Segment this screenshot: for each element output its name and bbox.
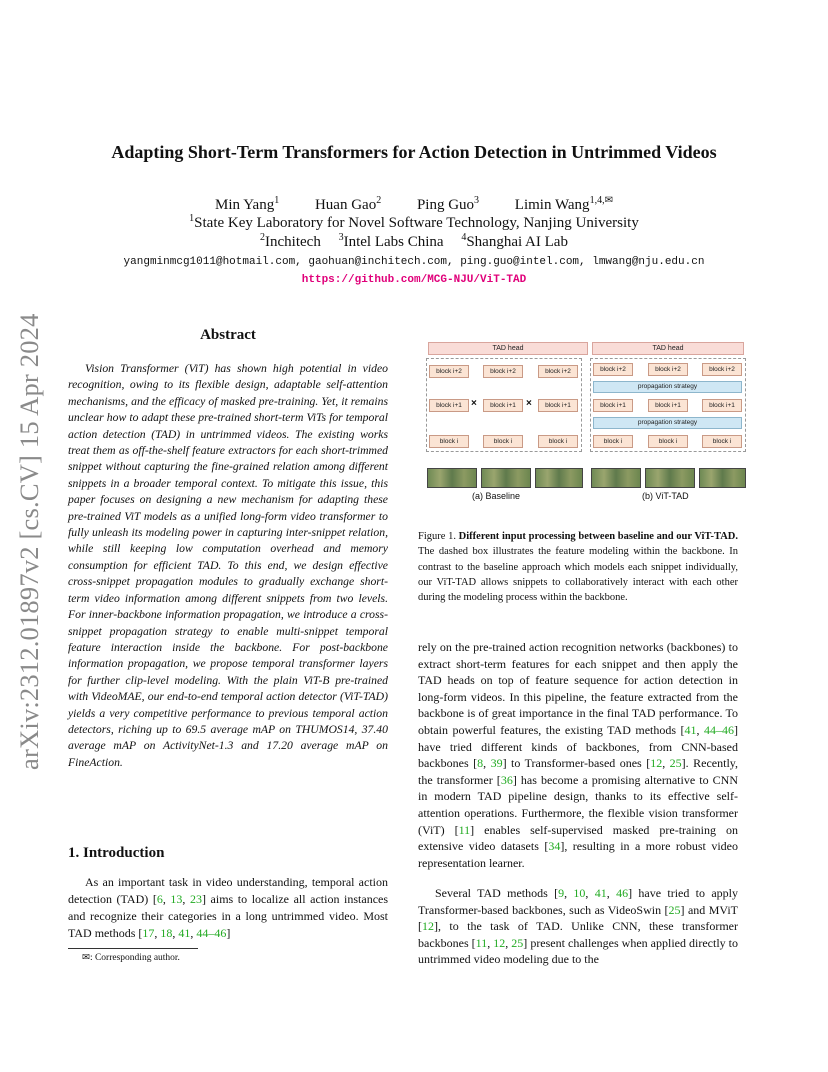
citation-link[interactable]: 41 — [178, 926, 191, 940]
section-heading-introduction: 1. Introduction — [68, 845, 165, 861]
citation-link[interactable]: 25 — [669, 756, 682, 771]
citation-link[interactable]: 25 — [668, 902, 681, 917]
cross-mark: × — [526, 398, 532, 409]
video-snippet-frames — [591, 468, 641, 488]
tad-head-box: TAD head — [592, 342, 744, 355]
github-link[interactable]: https://github.com/MCG-NJU/ViT-TAD — [301, 274, 527, 286]
citation-link[interactable]: 36 — [500, 772, 513, 787]
block-box: block i — [702, 435, 742, 448]
block-box: block i+1 — [648, 399, 688, 412]
propagation-strategy-box: propagation strategy — [593, 381, 742, 393]
figure-label-vit-tad: (b) ViT-TAD — [642, 491, 689, 501]
block-box: block i — [483, 435, 523, 448]
citation-link[interactable]: 44–46 — [196, 926, 227, 940]
video-snippet-frames — [535, 468, 583, 488]
citation-link[interactable]: 23 — [189, 892, 202, 906]
abstract-heading: Abstract — [200, 327, 256, 343]
right-column-paragraph-1: rely on the pre-trained action recognition networks (backbones) to extract short-term features for each snippet and then apply the TAD heads on top of feature sequence for action detection in long-form videos. In this pipeline, the feature extracted from the backbone is of great importance in the final TAD performance. To obtain powerful features, the existing TAD methods [41, 44–46] have tried different kinds of backbones, from CNN-based backbones [8, 39] to Transformer-based ones [12, 25]. Recently, the transformer [36] has become a promising alternative to CNN in modern TAD pipeline design, thanks to its effective self-attention operations. Furthermore, the flexible vision transformer (ViT) [11] enables self-supervised masked pre-training on extensive video datasets [34], resulting in a more robust video representation learner. — [418, 640, 739, 870]
author: Huan Gao$^2$ — [314, 195, 382, 213]
block-box: block i — [538, 435, 578, 448]
citation-link[interactable]: 9 — [558, 886, 565, 900]
block-box: block i+1 — [483, 399, 523, 412]
block-box: block i+2 — [702, 363, 742, 376]
citation-link[interactable]: 41 — [594, 886, 607, 900]
block-box: block i+2 — [483, 365, 523, 378]
citation-link[interactable]: 6 — [156, 892, 163, 906]
video-snippet-frames — [645, 468, 695, 488]
block-box: block i — [593, 435, 633, 448]
block-box: block i — [648, 435, 688, 448]
citation-link[interactable]: 11 — [475, 935, 488, 950]
block-box: block i+2 — [538, 365, 578, 378]
citation-link[interactable]: 12 — [493, 935, 506, 950]
block-box: block i — [429, 435, 469, 448]
citation-link[interactable]: 13 — [170, 892, 183, 906]
paper-title: Adapting Short-Term Transformers for Action Detection in Untrimmed Videos — [111, 142, 717, 162]
citation-link[interactable]: 39 — [490, 756, 503, 771]
block-box: block i+1 — [538, 399, 578, 412]
affiliation-line-2: $^2$Inchitech $^3$Intel Labs China $^4$Shanghai AI Lab — [260, 232, 568, 250]
citation-link[interactable]: 18 — [160, 926, 173, 940]
citation-link[interactable]: 41 — [684, 722, 697, 737]
citation-link[interactable]: 46 — [616, 886, 629, 900]
video-snippet-frames — [699, 468, 746, 488]
video-snippet-frames — [481, 468, 531, 488]
citation-link[interactable]: 12 — [650, 756, 663, 771]
right-column-paragraph-2: Several TAD methods [9, 10, 41, 46] have tried to apply Transformer-based backbones, such as VideoSwin [25] and MViT [12], to the task of TAD. Unlike CNN, these transformer backbones [11, 12, 25] present challenges when applied directly to untrimmed video modeling due to the — [418, 886, 739, 967]
citation-link[interactable]: 44–46 — [704, 722, 735, 737]
figure-label-baseline: (a) Baseline — [472, 491, 521, 501]
citation-link[interactable]: 34 — [548, 839, 561, 854]
author-list — [0, 197, 828, 214]
citation-link[interactable]: 25 — [511, 935, 524, 950]
propagation-strategy-box: propagation strategy — [593, 417, 742, 429]
block-box: block i+1 — [593, 399, 633, 412]
arxiv-sidebar-stamp: arXiv:2312.01897v2 [cs.CV] 15 Apr 2024 — [14, 313, 44, 770]
abstract-text: Vision Transformer (ViT) has shown high potential in video recognition, owing to its flexible design, adaptable self-attention mechanisms, and the efficacy of masked pre-training. Yet, it remains unclear how to adapt these pre-trained short-term ViTs for temporal action detection (TAD) in untrimmed videos. The existing works treat them as off-the-shelf feature extractors for each short-trimmed snippet without capturing the fine-grained relation among different snippets in a broader temporal context. To mitigate this issue, this paper focuses on designing a new mechanism for adapting these pre-trained ViT models as a unified long-form video transformer to fully unleash its modeling power in capturing inter-snippet relation, while still keeping low computation overhead and memory consumption for efficient TAD. To this end, we design effective cross-snippet propagation modules to gradually exchange short-term video information among different snippets from two levels. For inner-backbone information propagation, we introduce a cross-snippet propagation strategy to enable multi-snippet temporal feature interaction inside the backbone. For post-backbone information propagation, we propose temporal transformer layers for further clip-level modeling. With the plain ViT-B pre-trained with VideoMAE, our end-to-end temporal action detector (ViT-TAD) yields a very competitive performance to previous temporal action detectors, riching up to 69.5 average mAP on THUMOS14, 37.40 average mAP on ActivityNet-1.3 and 17.20 average mAP on FineAction. — [68, 362, 388, 769]
author: Ping Guo$^3$ — [416, 195, 480, 213]
citation-link[interactable]: 11 — [458, 822, 471, 837]
tad-head-box: TAD head — [428, 342, 588, 355]
citation-link[interactable]: 10 — [573, 886, 586, 900]
citation-link[interactable]: 17 — [142, 926, 155, 940]
footnote: ✉: Corresponding author. — [82, 953, 180, 963]
citation-link[interactable]: 12 — [422, 919, 434, 934]
author: Min Yang$^1$ — [215, 195, 280, 213]
cross-mark: × — [471, 398, 477, 409]
block-box: block i+1 — [429, 399, 469, 412]
intro-paragraph: As an important task in video understanding, temporal action detection (TAD) [6, 13, 23] aims to localize all action instances and recognize their categories in a long untrimmed video. Most TAD methods [17, 18, 41, 44–46] — [68, 875, 389, 940]
citation-link[interactable]: 8 — [477, 756, 484, 771]
affiliation-line-1: $^1$State Key Laboratory for Novel Software Technology, Nanjing University — [189, 213, 639, 231]
figure-1 — [420, 338, 746, 508]
block-box: block i+1 — [702, 399, 742, 412]
block-box: block i+2 — [429, 365, 469, 378]
video-snippet-frames — [427, 468, 477, 488]
footnote-rule — [68, 948, 198, 949]
figure-caption: Figure 1. Different input processing between baseline and our ViT-TAD. The dashed box illustrates the feature modeling within the backbone. In contrast to the baseline approach which models each snippet individually, our ViT-TAD allows snippets to collaboratively interact with each other during the modeling process within the backbone. — [418, 531, 738, 604]
author: Limin Wang$^{1,4,✉}$ — [514, 195, 613, 213]
block-box: block i+2 — [593, 363, 633, 376]
block-box: block i+2 — [648, 363, 688, 376]
author-emails: yangminmcg1011@hotmail.com, gaohuan@inchitech.com, ping.guo@intel.com, lmwang@nju.edu.cn — [123, 256, 705, 268]
